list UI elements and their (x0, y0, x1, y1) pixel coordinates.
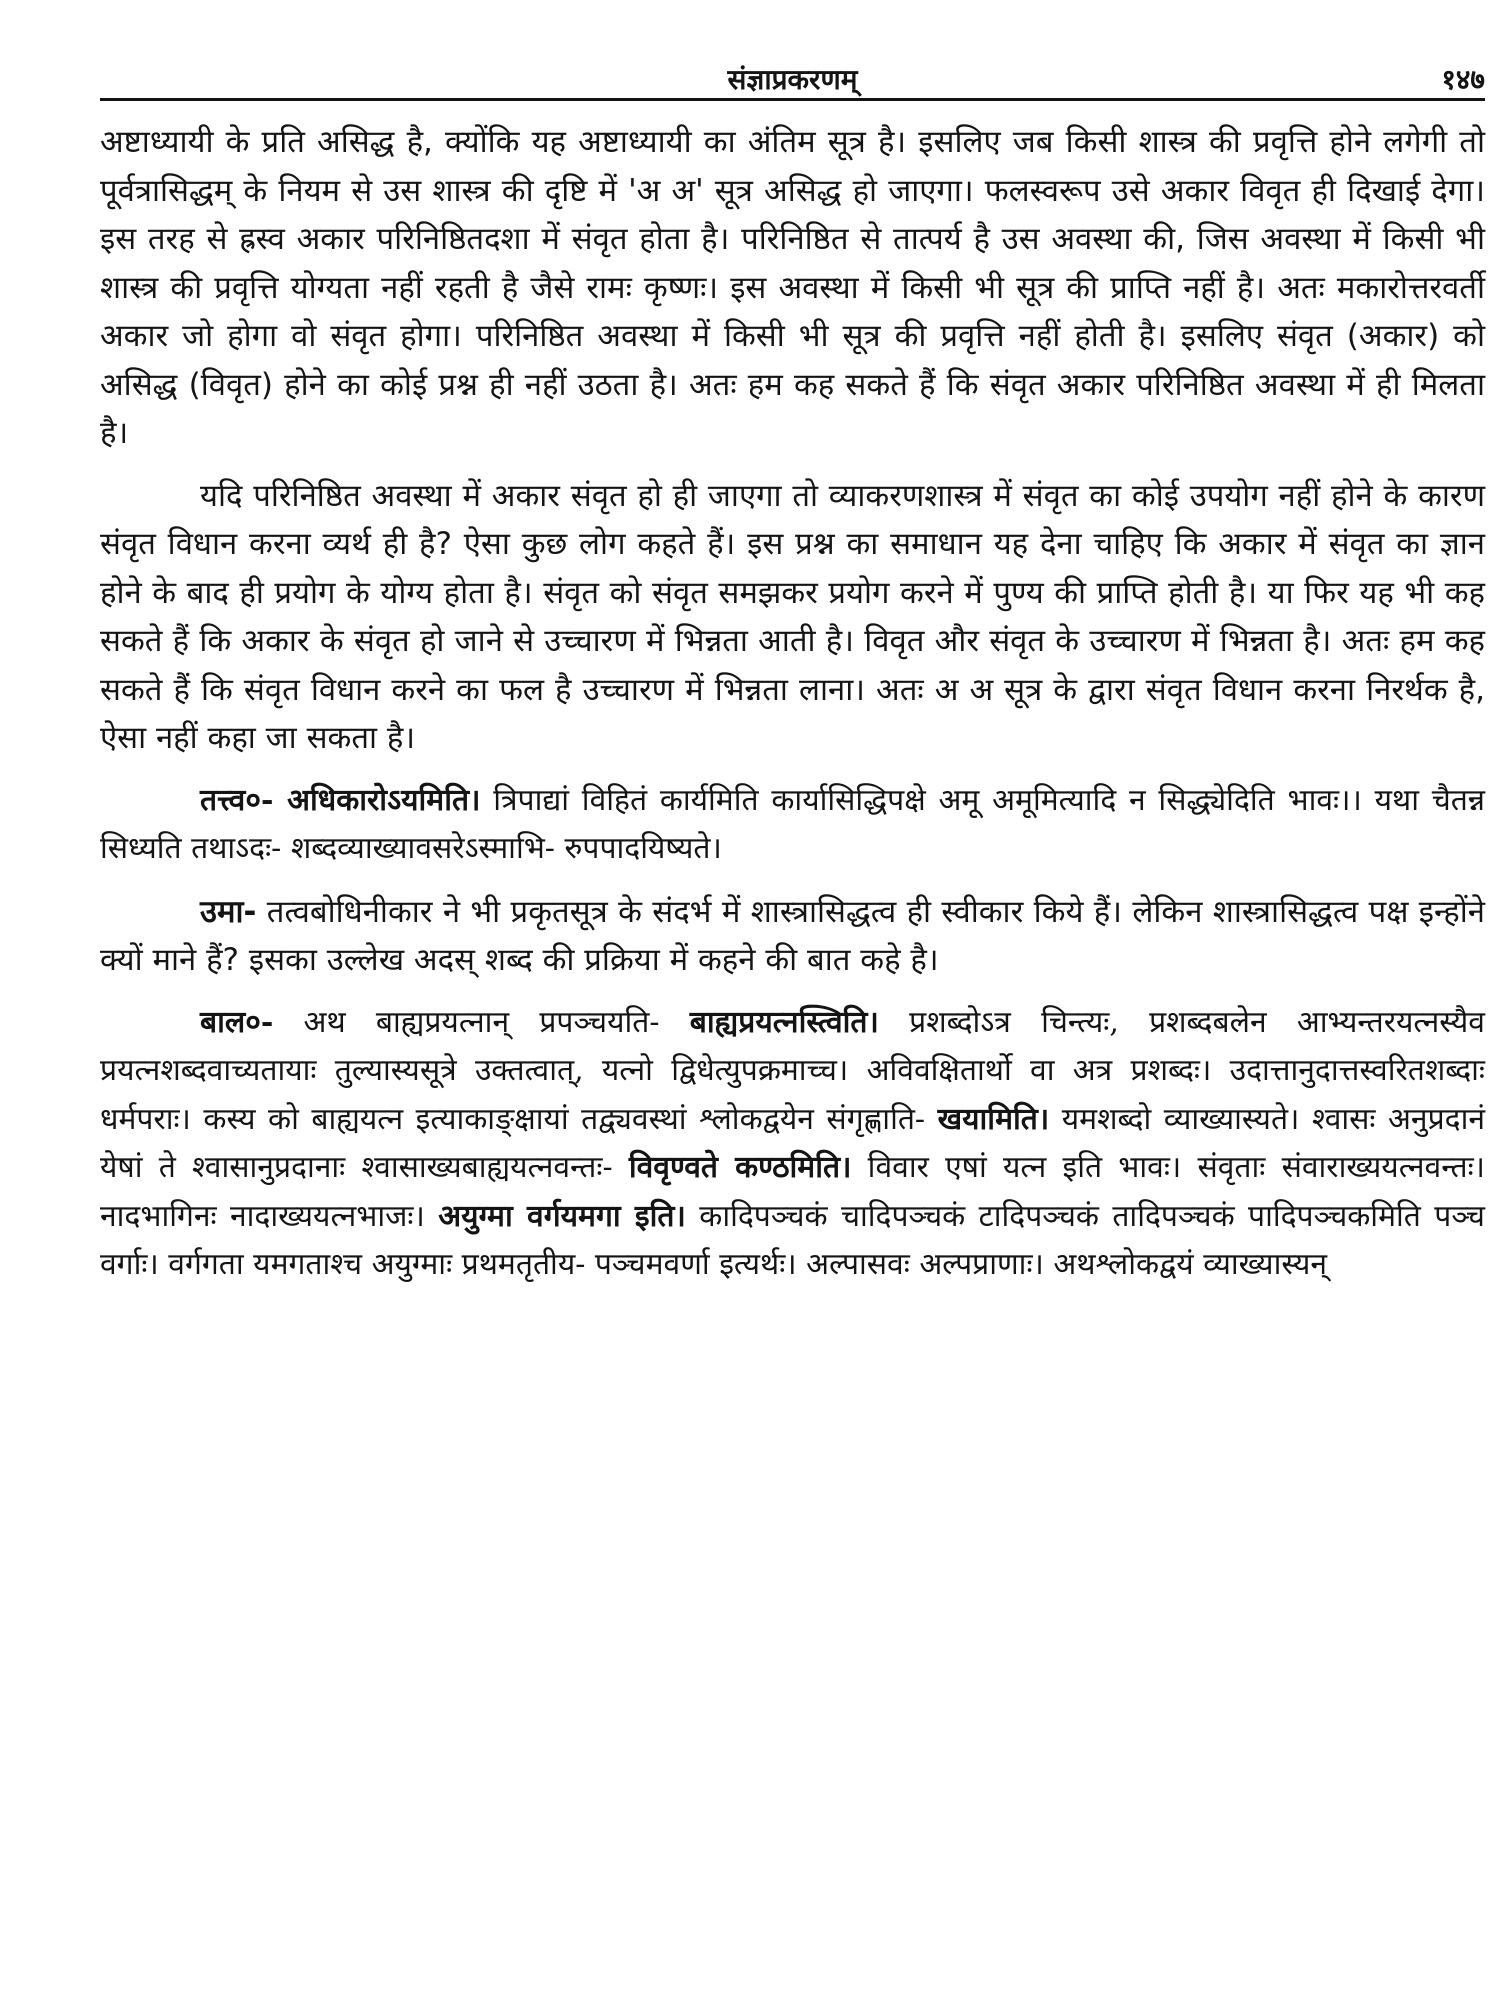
bala-text-2: प्रशब्दोऽत्र चिन्त्यः, प्रशब्दबलेन आभ्यन्तरयत्नस्यैव प्रयत्नशब्दवाच्यतायाः तुल्यास्यसूत्रे उक्तत्वात्, यत्नो द्विधेत्युपक्रमाच्च। अविवक्षितार्थो वा अत्र प्रशब्दः। उदात्तानुदात्तस्वरितशब्दाः धर्मपराः। कस्य को बाह्ययत्न इत्याकाङ्क्षायां तद्व्यवस्थां श्लोकद्वयेन संगृह्णाति- (100, 1004, 1485, 1137)
uma-lead: उमा- (200, 893, 257, 930)
bala-text-1: अथ बाह्यप्रयत्नान् प्रपञ्चयति- (273, 1004, 690, 1040)
page-title: संज्ञाप्रकरणम् (727, 63, 858, 96)
paragraph-uma (100, 888, 1485, 985)
bala-lead: बाल०- (200, 1004, 274, 1040)
paragraph-1 (100, 118, 1485, 458)
bala-text-5: कादिपञ्चकं चादिपञ्चकं टादिपञ्चकं तादिपञ्चकं पादिपञ्चकमिति पञ्च वर्गाः। वर्गगता यमगताश्च अयुग्माः प्रथमतृतीय- पञ्चमवर्णा इत्यर्थः। अल्पासवः अल्पप्राणाः। अथश्लोकद्वयं व्याख्यास्यन् (100, 1198, 1485, 1282)
bala-text-3: यमशब्दो व्याख्यास्यते। श्वासः अनुप्रदानं येषां ते श्वासानुप्रदानाः श्वासाख्यबाह्ययत्नवन्तः- (100, 1101, 1485, 1185)
page-number: १४७ (1441, 63, 1485, 96)
page-body (100, 118, 1485, 1290)
paragraph-tattva (100, 777, 1485, 874)
tattva-text: त्रिपाद्यां विहितं कार्यमिति कार्यासिद्धिपक्षे अमू अमूमित्यादि न सिद्ध्येदिति भावः।। यथा चैतन्न सिध्यति तथाऽदः- शब्दव्याख्यावसरेऽस्माभि- रुपपादयिष्यते। (100, 782, 1485, 866)
bala-bold-1: बाह्यप्रयत्नस्त्विति। (689, 1004, 879, 1040)
paragraph-2-text: यदि परिनिष्ठित अवस्था में अकार संवृत हो ही जाएगा तो व्याकरणशास्त्र में संवृत का कोई उपयोग नहीं होने के कारण संवृत विधान करना व्यर्थ ही है? ऐसा कुछ लोग कहते हैं। इस प्रश्न का समाधान यह देना चाहिए कि अकार में संवृत का ज्ञान होने के बाद ही प्रयोग के योग्य होता है। संवृत को संवृत समझकर प्रयोग करने में पुण्य की प्राप्ति होती है। या फिर यह भी कह सकते हैं कि अकार के संवृत हो जाने से उच्चारण में भिन्नता आती है। विवृत और संवृत के उच्चारण में भिन्नता है। अतः हम कह सकते हैं कि संवृत विधान करने का फल है उच्चारण में भिन्नता लाना। अतः अ अ सूत्र के द्वारा संवृत विधान करना निरर्थक है, ऐसा नहीं कहा जा सकता है। (100, 477, 1486, 756)
paragraph-bala (100, 999, 1485, 1290)
paragraph-2 (100, 472, 1485, 763)
bala-bold-3: विवृण्वते कण्ठमिति। (628, 1150, 852, 1185)
tattva-lead: तत्त्व०- अधिकारोऽयमिति। (200, 782, 481, 818)
header-rule (100, 98, 1485, 101)
bala-bold-2: खयामिति। (937, 1101, 1050, 1137)
running-head (100, 60, 1485, 100)
paragraph-1-text: अष्टाध्यायी के प्रति असिद्ध है, क्योंकि यह अष्टाध्यायी का अंतिम सूत्र है। इसलिए जब किसी शास्त्र की प्रवृत्ति होने लगेगी तो पूर्वत्रासिद्धम् के नियम से उस शास्त्र की दृष्टि में 'अ अ' सूत्र असिद्ध हो जाएगा। फलस्वरूप उसे अकार विवृत ही दिखाई देगा। इस तरह से ह्रस्व अकार परिनिष्ठितदशा में संवृत होता है। परिनिष्ठित से तात्पर्य है उस अवस्था की, जिस अवस्था में किसी भी शास्त्र की प्रवृत्ति योग्यता नहीं रहती है जैसे रामः कृष्णः। इस अवस्था में किसी भी सूत्र की प्राप्ति नहीं है। अतः मकारोत्तरवर्ती अकार जो होगा वो संवृत होगा। परिनिष्ठित अवस्था में किसी भी सूत्र की प्रवृत्ति नहीं होती है। इसलिए संवृत (अकार) को असिद्ध (विवृत) होने का कोई प्रश्न ही नहीं उठता है। अतः हम कह सकते हैं कि संवृत अकार परिनिष्ठित अवस्था में ही मिलता है। (100, 124, 1485, 451)
bala-text-4: विवार एषां यत्न इति भावः। संवृताः संवाराख्ययत्नवन्तः। नादभागिनः नादाख्ययत्नभाजः। (100, 1150, 1486, 1234)
bala-bold-4: अयुग्मा वर्गयमगा इति। (438, 1198, 686, 1234)
uma-text: तत्वबोधिनीकार ने भी प्रकृतसूत्र के संदर्भ में शास्त्रासिद्धत्व ही स्वीकार किये हैं। लेकिन शास्त्रासिद्धत्व पक्ष इन्होंने क्यों माने हैं? इसका उल्लेख अदस् शब्द की प्रक्रिया में कहने की बात कहे है। (100, 893, 1485, 978)
